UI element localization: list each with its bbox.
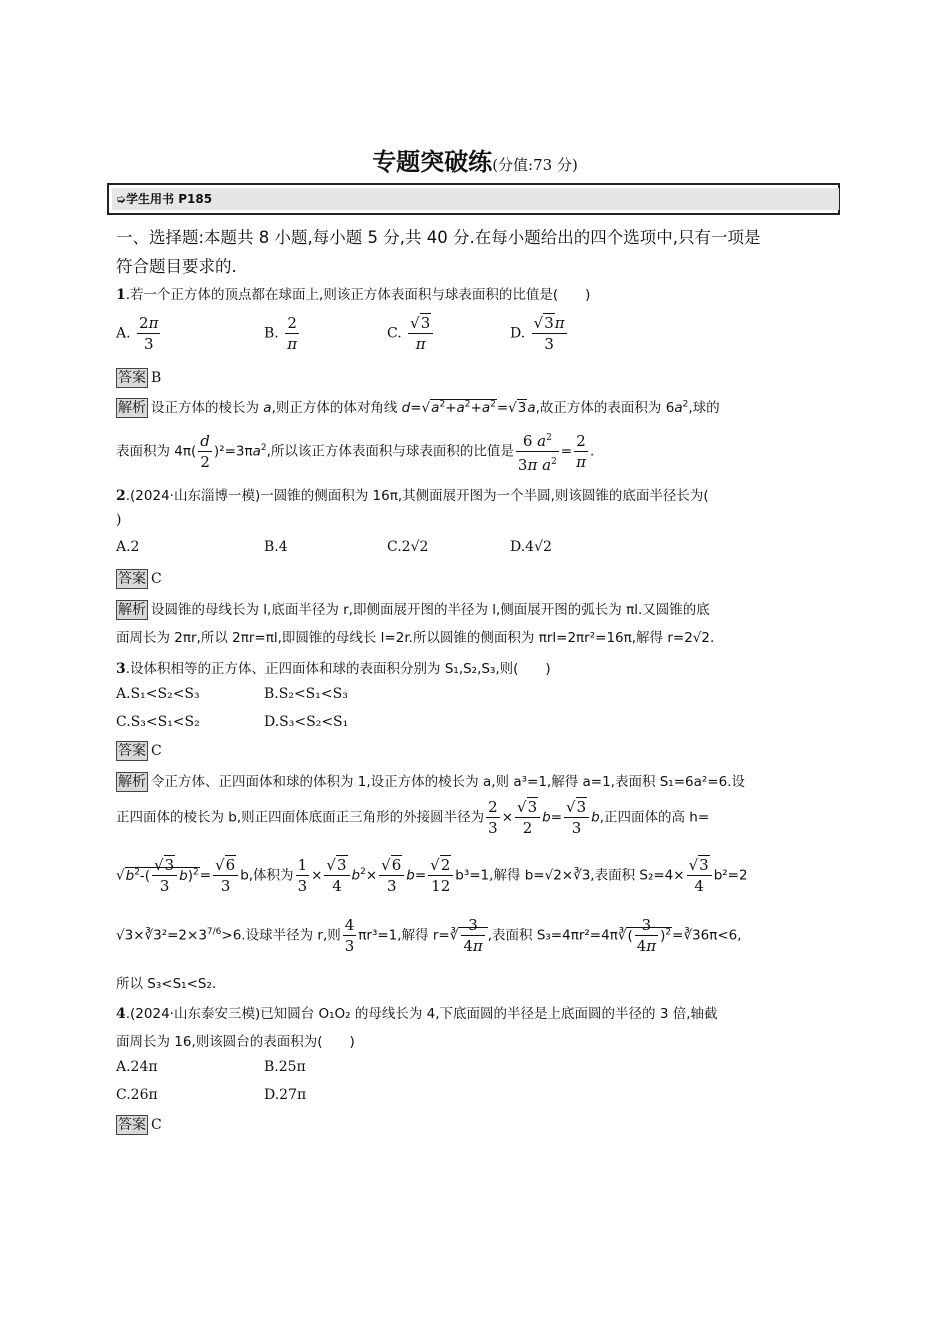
fraction: $\frac{2\pi}{3}$ [139, 314, 159, 353]
text: ,球的 [688, 400, 720, 416]
fraction: $\frac{√2}{12}$ [428, 855, 453, 896]
title-text: 专题突破练 [372, 148, 493, 176]
fraction: $\frac{√6}{3}$ [379, 855, 404, 896]
option-label: A. [116, 325, 131, 342]
fraction: $\frac{3}{4\pi}$ [636, 916, 657, 955]
q2-option-d: D.4√2 [510, 539, 552, 555]
q1-option-d [510, 313, 569, 354]
q3-option-c: C.S₃<S₁<S₂ [116, 714, 200, 730]
text: 表面积为 4π( [116, 443, 197, 460]
q1-option-c [387, 313, 435, 354]
q2-option-b: B.4 [264, 539, 288, 555]
text: ,表面积 S₃=4πr²=4π [487, 927, 618, 944]
section-heading-line1: 一、选择题:本题共 8 小题,每小题 5 分,共 40 分.在每小题给出的四个选项中,只有一项是 [116, 228, 761, 247]
reference-box [107, 183, 840, 215]
q3-option-d: D.S₃<S₂<S₁ [264, 714, 349, 730]
text: =∛36π<6, [672, 927, 742, 944]
q3-answer [116, 741, 162, 761]
fraction: $\frac{3}{4\pi}$ [463, 916, 483, 955]
fraction: $\frac{√3\pi}{3}$ [533, 314, 565, 353]
answer-value: B [151, 370, 162, 386]
q4-option-d: D.27π [264, 1087, 307, 1103]
q4-option-b: B.25π [264, 1059, 306, 1075]
question-number: 1 [116, 287, 126, 303]
q3-analysis-line3: $√b^2-$( $\frac{√3}{3}$ b)$^2$= $\frac{√6}{3}$ b,体积为 $\frac{1}{3}$ × $\frac{√3}{4}$ $b^2\times$ $\frac{√6}{3}$ b= $\frac{√2}{12}$ b³=1,解得 b=√2×∛3,表面积 S₂=4× $\frac{√3}{4}$ b²=2 [116, 856, 748, 895]
fraction: $\frac{√3}{3}$ [152, 855, 177, 896]
text: √3×∛3²=2×3 [116, 927, 207, 944]
question-1 [116, 283, 590, 303]
answer-value: C [151, 1117, 162, 1133]
q3-analysis-line1 [116, 770, 745, 792]
text: ,则正方体的体对角线 [271, 400, 402, 416]
q1-option-a [116, 313, 162, 354]
question-text: .设体积相等的正方体、正四面体和球的表面积分别为 S₁,S₂,S₃,则( ) [125, 661, 551, 677]
answer-value: C [151, 743, 162, 759]
answer-value: C [151, 571, 162, 587]
fraction: $\frac{2}{\pi}$ [287, 314, 298, 353]
fraction: $\frac{√3}{\pi}$ [408, 313, 433, 354]
question-text: .(2024·山东泰安三模)已知圆台 O₁O₂ 的母线长为 4,下底面圆的半径是上底面圆的半径的 3 倍,轴截 [125, 1006, 718, 1022]
text: πr³=1,解得 r= [358, 927, 450, 944]
q1-analysis-line2: 表面积为 4π( $\frac{d}{2}$ )$^2=3\pi a^2$,所以该正方体表面积与球表面积的比值是 $\frac{6 a^2}{3\pi a^2}$ = $\frac{2}{\pi}$ . [116, 428, 594, 475]
analysis-tag: 解析 [118, 602, 146, 618]
q4-answer [116, 1115, 162, 1135]
answer-tag: 答案 [118, 743, 146, 759]
text: b,体积为 [240, 867, 294, 884]
answer-tag: 答案 [118, 370, 146, 386]
text: 设正方体的棱长为 [151, 400, 264, 416]
option-label: B. [264, 325, 279, 342]
text: 设圆锥的母线长为 l,底面半径为 r,即侧面展开图的半径为 l,侧面展开图的弧长为 πl.又圆锥的底 [151, 602, 710, 618]
text: 正四面体的棱长为 b,则正四面体底面正三角形的外接圆半径为 [116, 809, 485, 826]
fraction: $\frac{√3}{2}$ [515, 797, 540, 838]
fraction: $\frac{√6}{3}$ [213, 855, 238, 896]
q2-option-c: C.2√2 [387, 539, 429, 555]
question-number: 4 [116, 1006, 126, 1022]
text: b³=1,解得 b=√2×∛3,表面积 S₂=4× [455, 867, 685, 884]
q3-option-a: A.S₁<S₂<S₃ [116, 686, 200, 702]
text: 令正方体、正四面体和球的体积为 1,设正方体的棱长为 a,则 a³=1,解得 a=1,表面积 S₁=6a²=6.设 [151, 774, 745, 790]
q3-analysis-line4: $√3\times∛3^2=2\times 3^{7/6}>6$.设球半径为 r,则 $\frac{4}{3}$ πr³=1,解得 r=∛ $\frac{3}{4\pi}$ ,表面积 S₃=4πr²=4π∛( $\frac{3}{4\pi}$ )$^2$=∛36π<6, [116, 916, 742, 955]
text: ,所以该正方体表面积与球表面积的比值是 [266, 443, 514, 460]
fraction: $\frac{1}{3}$ [297, 856, 308, 895]
q2-analysis-line1 [116, 598, 710, 620]
question-number: 2 [116, 488, 126, 504]
q2-option-a: A.2 [116, 539, 140, 555]
option-label: C. [387, 325, 402, 342]
q3-analysis-line2: 正四面体的棱长为 b,则正四面体底面正三角形的外接圆半径为 $\frac{2}{3}$ × $\frac{√3}{2}$ b= $\frac{√3}{3}$ b,正四面体的高 h= [116, 798, 710, 837]
fraction: $\frac{6 a^2}{3\pi a^2}$ [516, 428, 559, 475]
text: ,正四面体的高 h= [599, 809, 710, 826]
section-heading-line2: 符合题目要求的. [116, 257, 237, 276]
text: )²=3π [213, 443, 253, 460]
question-4-continued: 面周长为 16,则该圆台的表面积为( ) [116, 1034, 355, 1050]
q3-analysis-line5: 所以 S₃<S₁<S₂. [116, 976, 217, 992]
text: b²=2 [713, 867, 748, 884]
q4-option-a: A.24π [116, 1059, 158, 1075]
question-3 [116, 657, 551, 677]
analysis-tag: 解析 [118, 400, 146, 416]
q1-answer [116, 368, 161, 388]
text: ,故正方体的表面积为 6 [535, 400, 675, 416]
question-4 [116, 1002, 718, 1022]
q4-option-c: C.26π [116, 1087, 158, 1103]
title-note: (分值:73 分) [492, 156, 578, 174]
answer-tag: 答案 [118, 571, 146, 587]
fraction: $\frac{√3}{4}$ [324, 855, 349, 896]
q2-answer [116, 569, 162, 589]
question-number: 3 [116, 661, 126, 677]
page-title [0, 142, 950, 177]
question-text: .(2024·山东淄博一模)一圆锥的侧面积为 16π,其侧面展开图为一个半圆,则该圆锥的底面半径长为( [125, 488, 709, 504]
q3-option-b: B.S₂<S₁<S₃ [264, 686, 348, 702]
fraction: $\frac{2}{3}$ [488, 798, 498, 837]
q2-analysis-line2: 面周长为 2πr,所以 2πr=πl,即圆锥的母线长 l=2r.所以圆锥的侧面积为 πrl=2πr²=16π,解得 r=2√2. [116, 630, 715, 646]
fraction: $\frac{√3}{3}$ [564, 797, 589, 838]
fraction: $\frac{d}{2}$ [200, 432, 210, 471]
fraction: $\frac{√3}{4}$ [687, 855, 712, 896]
analysis-tag: 解析 [118, 774, 146, 790]
q1-analysis-line1: 解析 设正方体的棱长为 a,则正方体的体对角线 $d=√a^2+a^2+a^2=√3a$,故正方体的表面积为 $6a^2$,球的 [118, 399, 720, 416]
q1-option-b [264, 313, 301, 354]
fraction: $\frac{4}{3}$ [344, 916, 355, 955]
answer-tag: 答案 [118, 1117, 146, 1133]
question-2 [116, 484, 709, 504]
option-label: D. [510, 325, 526, 342]
fraction: $\frac{2}{\pi}$ [576, 432, 586, 471]
question-text: .若一个正方体的顶点都在球面上,则该正方体表面积与球表面积的比值是( ) [125, 287, 591, 303]
text: >6.设球半径为 r,则 [221, 927, 341, 944]
reference-label: ➭学生用书 P185 [112, 188, 839, 210]
question-2-continued: ) [116, 512, 122, 528]
